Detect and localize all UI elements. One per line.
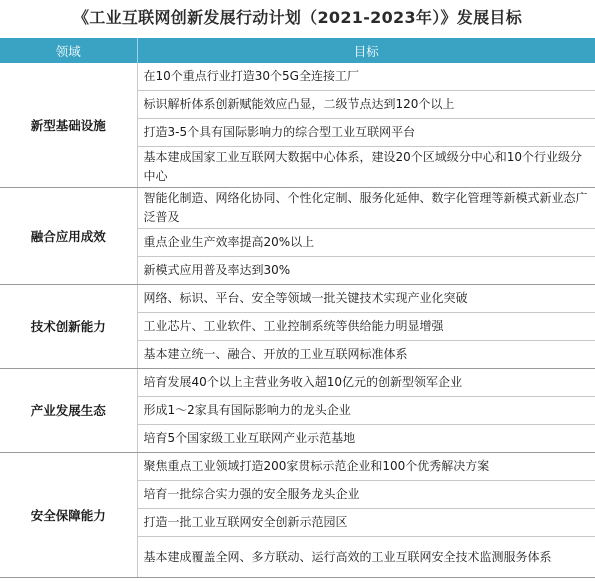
goal-cell: 打造3-5个具有国际影响力的综合型工业互联网平台 bbox=[137, 119, 595, 147]
goal-cell: 网络、标识、平台、安全等领域一批关键技术实现产业化突破 bbox=[137, 285, 595, 313]
goal-cell: 新模式应用普及率达到30% bbox=[137, 257, 595, 285]
goal-cell: 培育5个国家级工业互联网产业示范基地 bbox=[137, 425, 595, 453]
goal-cell: 培育一批综合实力强的安全服务龙头企业 bbox=[137, 481, 595, 509]
table-body bbox=[0, 63, 595, 578]
table-header bbox=[0, 38, 595, 63]
goal-cell: 智能化制造、网络化协同、个性化定制、服务化延伸、数字化管理等新模式新业态广泛普及 bbox=[137, 188, 595, 229]
goals-table bbox=[0, 38, 595, 578]
header-goal: 目标 bbox=[137, 38, 595, 63]
document-title: 《工业互联网创新发展行动计划（2021-2023年）》发展目标 bbox=[72, 8, 522, 27]
table-row bbox=[0, 369, 595, 397]
goal-cell: 基本建立统一、融合、开放的工业互联网标准体系 bbox=[137, 341, 595, 369]
goal-cell: 重点企业生产效率提高20%以上 bbox=[137, 229, 595, 257]
domain-cell: 产业发展生态 bbox=[0, 369, 137, 453]
table-row bbox=[0, 453, 595, 481]
domain-cell: 技术创新能力 bbox=[0, 285, 137, 369]
header-row bbox=[0, 38, 595, 63]
domain-cell: 新型基础设施 bbox=[0, 63, 137, 188]
goal-cell: 在10个重点行业打造30个5G全连接工厂 bbox=[137, 63, 595, 91]
goal-cell: 工业芯片、工业软件、工业控制系统等供给能力明显增强 bbox=[137, 313, 595, 341]
domain-cell: 安全保障能力 bbox=[0, 453, 137, 578]
goal-cell: 打造一批工业互联网安全创新示范园区 bbox=[137, 509, 595, 537]
table-row bbox=[0, 285, 595, 313]
domain-cell: 融合应用成效 bbox=[0, 188, 137, 285]
header-domain: 领域 bbox=[0, 38, 137, 63]
goal-cell: 基本建成国家工业互联网大数据中心体系，建设20个区域级分中心和10个行业级分中心 bbox=[137, 147, 595, 188]
goal-cell: 培育发展40个以上主营业务收入超10亿元的创新型领军企业 bbox=[137, 369, 595, 397]
goal-cell: 聚焦重点工业领域打造200家贯标示范企业和100个优秀解决方案 bbox=[137, 453, 595, 481]
table-row bbox=[0, 188, 595, 229]
goal-cell: 形成1～2家具有国际影响力的龙头企业 bbox=[137, 397, 595, 425]
table-row bbox=[0, 63, 595, 91]
goal-cell: 基本建成覆盖全网、多方联动、运行高效的工业互联网安全技术监测服务体系 bbox=[137, 537, 595, 578]
goal-cell: 标识解析体系创新赋能效应凸显，二级节点达到120个以上 bbox=[137, 91, 595, 119]
